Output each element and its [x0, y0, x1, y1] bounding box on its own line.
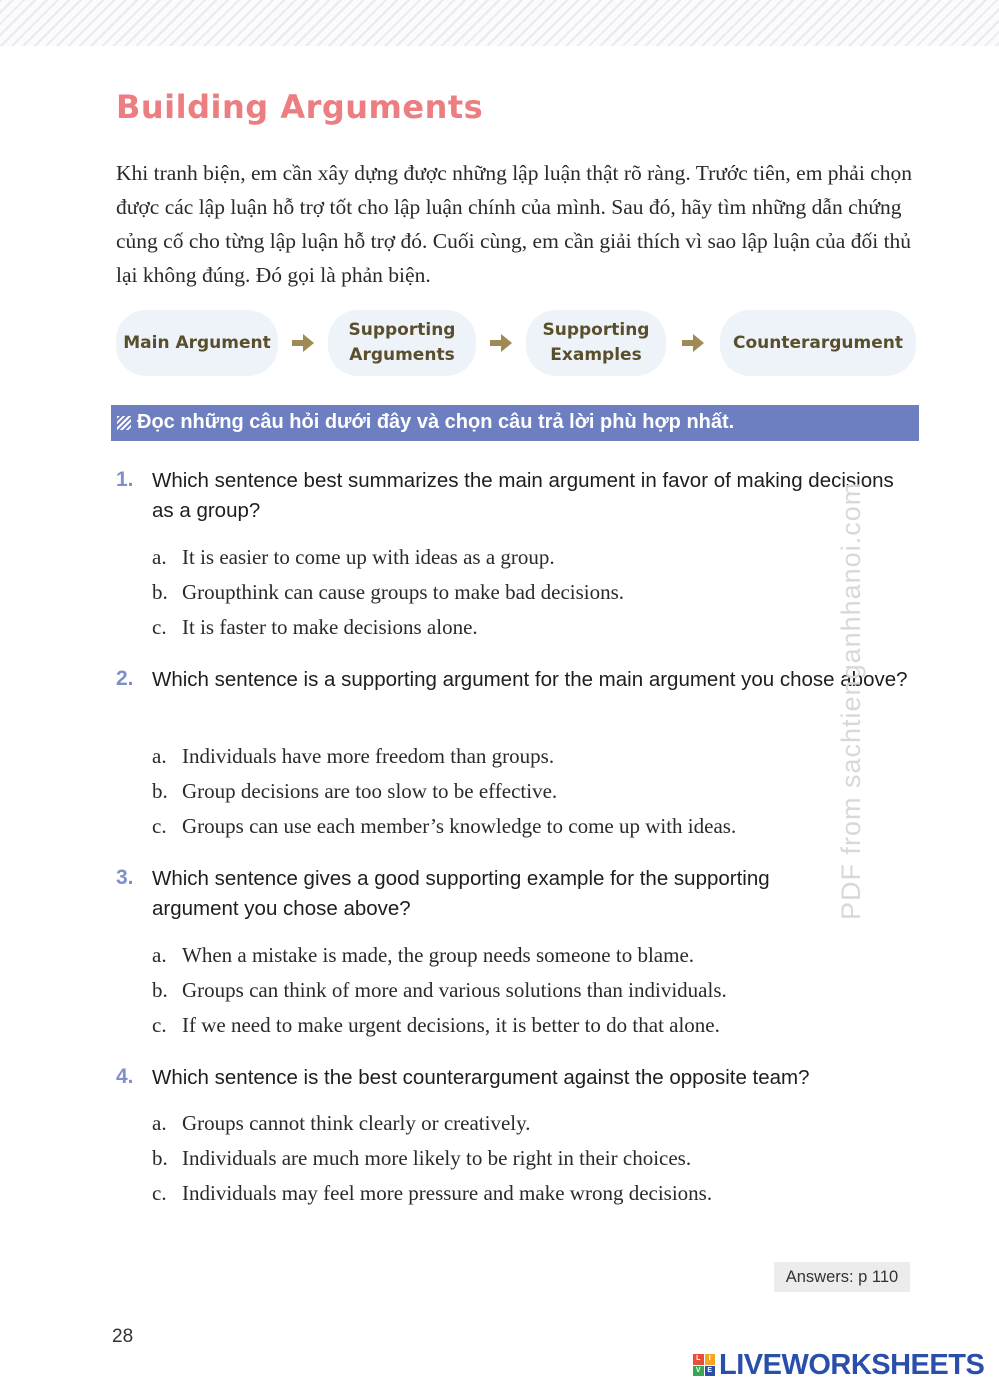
- question-number: 2.: [116, 667, 134, 690]
- answer-option-a[interactable]: [152, 940, 694, 970]
- top-decorative-stripe: [0, 0, 999, 46]
- liveworksheets-logo[interactable]: [693, 1349, 984, 1381]
- hatch-icon: [117, 416, 131, 430]
- arrow-right-icon: [488, 331, 514, 355]
- option-letter: b.: [152, 779, 168, 803]
- flow-step-main-argument: [116, 310, 278, 376]
- arrow-right-icon: [290, 331, 316, 355]
- option-text: It is faster to make decisions alone.: [182, 615, 478, 639]
- liveworksheets-icon: L I V E: [693, 1354, 715, 1376]
- option-letter: b.: [152, 580, 168, 604]
- intro-paragraph: Khi tranh biện, em cần xây dựng được những lập luận thật rõ ràng. Trước tiên, em phải chọn được các lập luận hỗ trợ tốt cho lập luận chính của mình. Sau đó, hãy tìm những dẫn chứng củng cố cho từng lập luận hỗ trợ đó. Cuối cùng, em cần giải thích vì sao lập luận của đối thủ lại không đúng. Đó gọi là phản biện.: [116, 161, 912, 287]
- answer-option-c[interactable]: [152, 612, 478, 642]
- option-text: Individuals may feel more pressure and make wrong decisions.: [182, 1181, 713, 1205]
- question-text: Which sentence is the best counterargument against the opposite team?: [152, 1066, 810, 1089]
- answer-option-c[interactable]: [152, 811, 736, 841]
- watermark: PDF from sachtienganhhanoi.com: [836, 481, 866, 920]
- flow-step-label: Supporting: [542, 320, 650, 340]
- question-number: 1.: [116, 468, 134, 491]
- question-text: Which sentence is a supporting argument for the main argument you chose above?: [152, 668, 908, 691]
- answers-reference: Answers: p 110: [774, 1262, 910, 1292]
- option-letter: c.: [152, 1181, 167, 1205]
- option-letter: a.: [152, 545, 167, 569]
- answer-option-a[interactable]: [152, 542, 555, 572]
- answer-option-c[interactable]: [152, 1178, 712, 1208]
- option-letter: c.: [152, 615, 167, 639]
- option-text: Groups can think of more and various solutions than individuals.: [182, 978, 727, 1002]
- answer-option-c[interactable]: [152, 1010, 720, 1040]
- page-number: 28: [112, 1326, 134, 1347]
- flow-step-label: Examples: [550, 345, 642, 365]
- answer-option-b[interactable]: [152, 975, 727, 1005]
- brand-name: LIVEWORKSHEETS: [719, 1348, 985, 1381]
- question-number: 3.: [116, 866, 134, 889]
- option-letter: b.: [152, 978, 168, 1002]
- flow-step-label: Arguments: [349, 345, 455, 365]
- flow-step-counterargument: [720, 310, 916, 376]
- option-letter: a.: [152, 943, 167, 967]
- answer-option-a[interactable]: [152, 1108, 531, 1138]
- option-letter: c.: [152, 814, 167, 838]
- option-text: If we need to make urgent decisions, it is better to do that alone.: [182, 1013, 720, 1037]
- flow-step-label: Counterargument: [733, 332, 903, 353]
- option-text: Groups can use each member’s knowledge to come up with ideas.: [182, 814, 737, 838]
- option-text: Group decisions are too slow to be effective.: [182, 779, 558, 803]
- flow-step-supporting-arguments: [328, 310, 476, 376]
- question-text: Which sentence gives a good supporting example for the supporting argument you chose above?: [152, 867, 770, 920]
- option-text: Groupthink can cause groups to make bad decisions.: [182, 580, 625, 604]
- question-number: 4.: [116, 1065, 134, 1088]
- option-text: Individuals have more freedom than groups.: [182, 744, 555, 768]
- flow-step-supporting-examples: [526, 310, 666, 376]
- arrow-right-icon: [680, 331, 706, 355]
- argument-flow-diagram: [116, 310, 916, 380]
- flow-step-label: Main Argument: [123, 332, 271, 353]
- option-text: Groups cannot think clearly or creatively.: [182, 1111, 531, 1135]
- option-letter: b.: [152, 1146, 168, 1170]
- option-text: It is easier to come up with ideas as a group.: [182, 545, 555, 569]
- answer-option-b[interactable]: [152, 776, 557, 806]
- option-text: Individuals are much more likely to be right in their choices.: [182, 1146, 692, 1170]
- instruction-text: Đọc những câu hỏi dưới đây và chọn câu trả lời phù hợp nhất.: [137, 411, 735, 433]
- flow-step-label: Supporting: [348, 320, 456, 340]
- page-title: Building Arguments: [116, 88, 484, 126]
- answer-option-b[interactable]: [152, 1143, 691, 1173]
- answer-option-b[interactable]: [152, 577, 624, 607]
- option-text: When a mistake is made, the group needs someone to blame.: [182, 943, 695, 967]
- instruction-bar: [111, 405, 919, 441]
- option-letter: a.: [152, 744, 167, 768]
- option-letter: a.: [152, 1111, 167, 1135]
- answer-option-a[interactable]: [152, 741, 554, 771]
- option-letter: c.: [152, 1013, 167, 1037]
- question-text: Which sentence best summarizes the main argument in favor of making decisions as a group?: [152, 469, 894, 522]
